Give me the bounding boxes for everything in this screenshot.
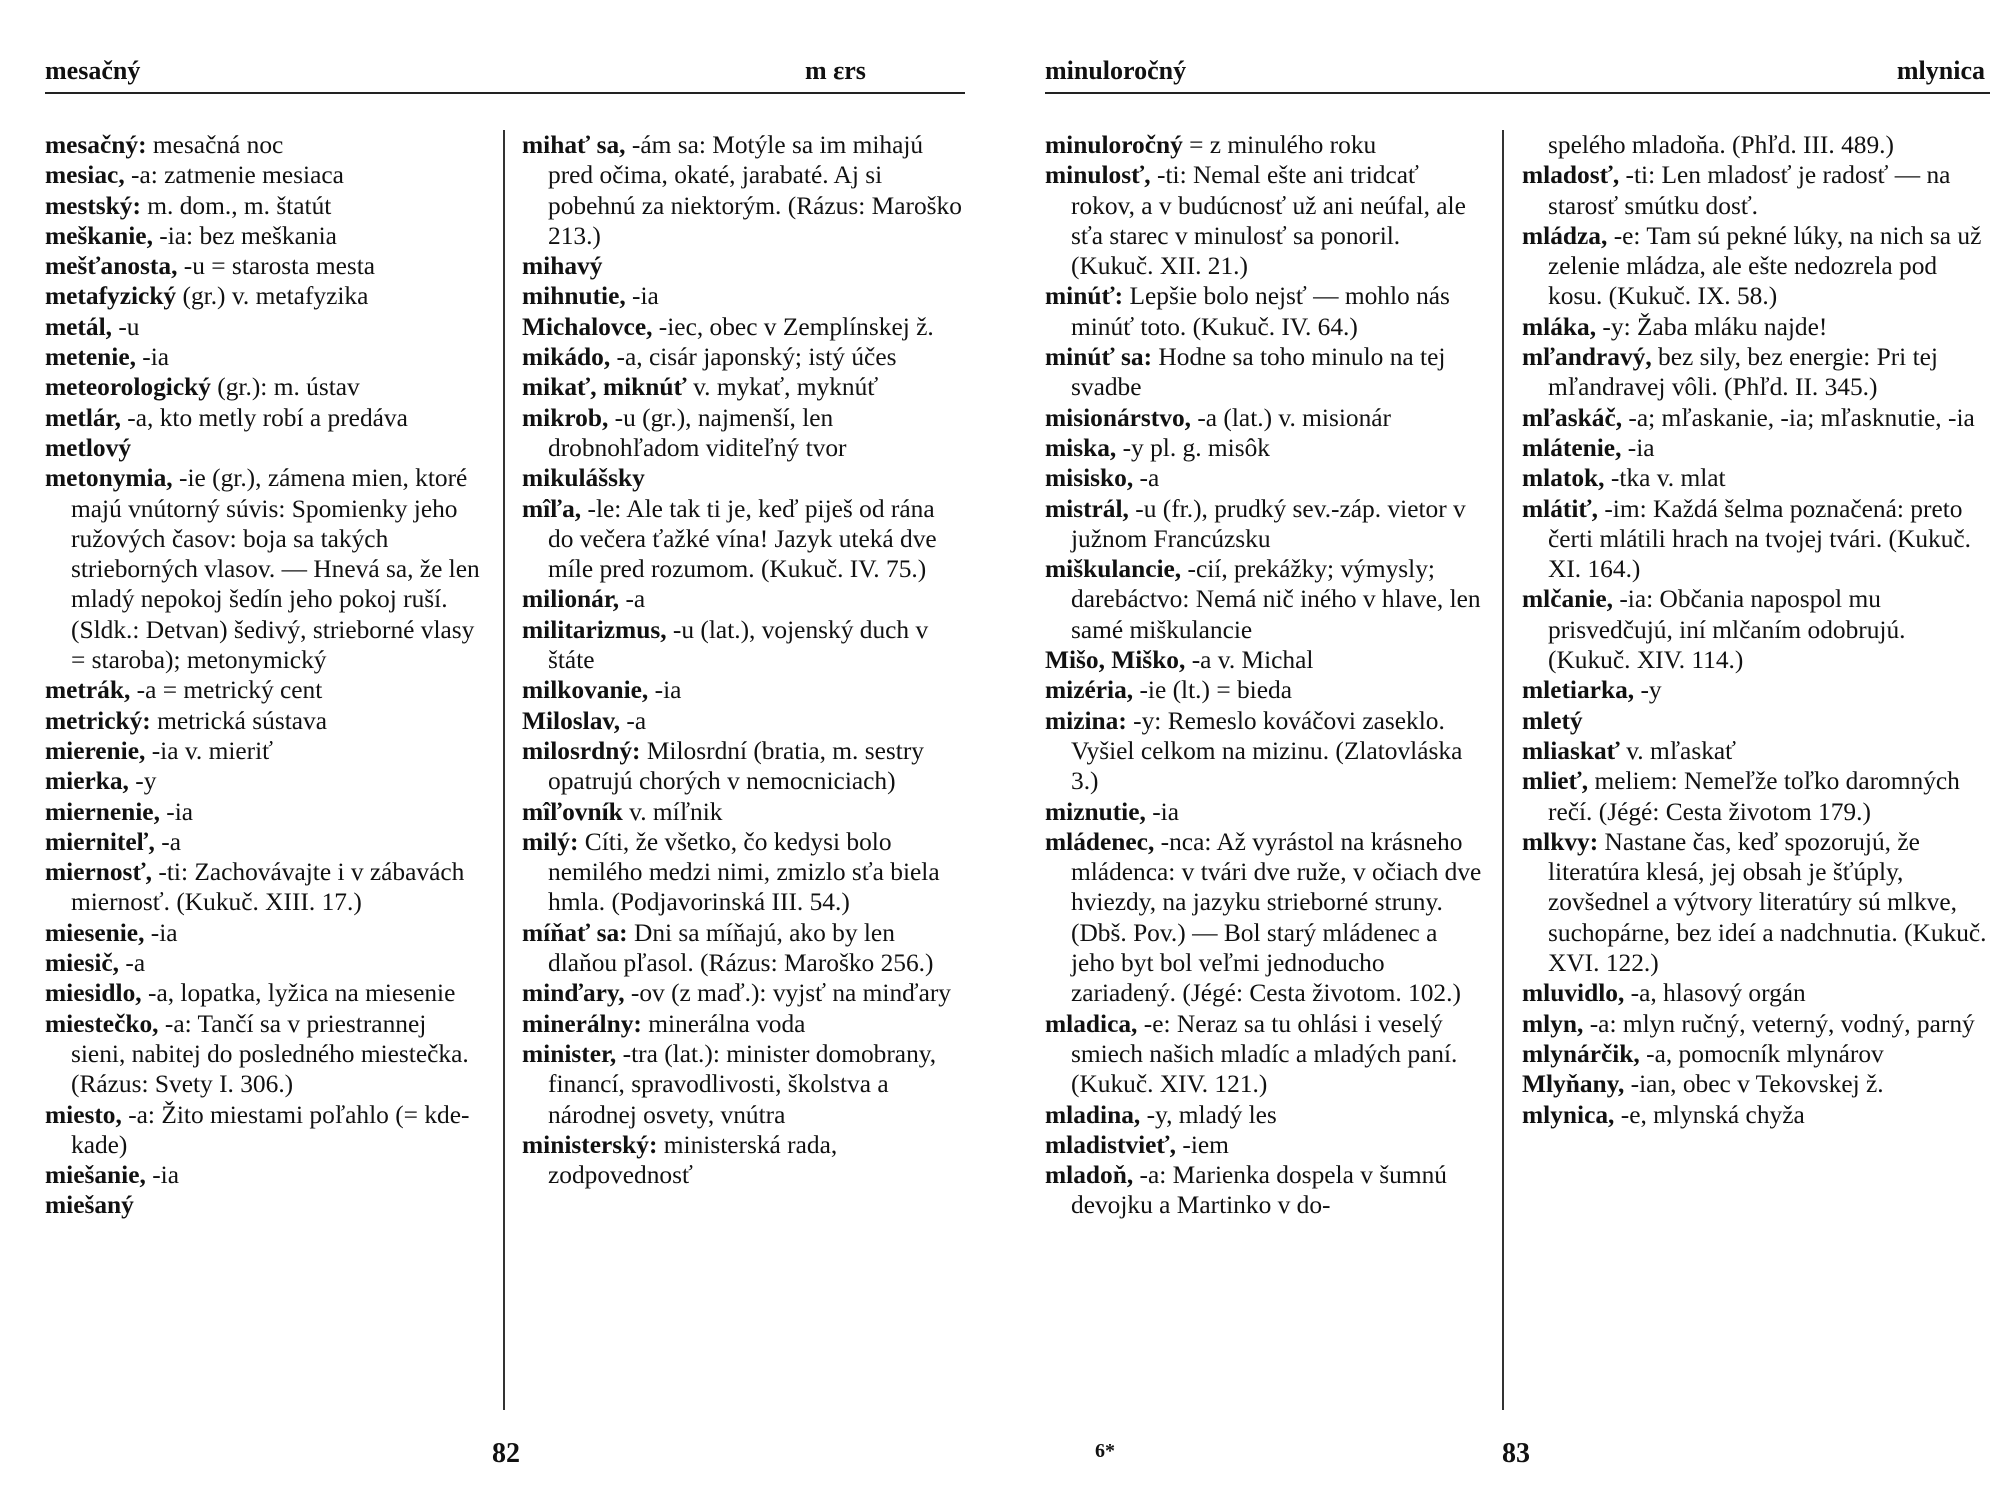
entry-definition: -tka v. mlat <box>1604 464 1726 493</box>
header-rule <box>1045 92 1990 94</box>
dictionary-entry <box>45 857 485 918</box>
dictionary-entry <box>1522 706 1987 736</box>
entry-definition: -e, mlynská chyža <box>1614 1100 1805 1129</box>
entry-definition: Cíti, že všetko, čo kedysi bolo nemilého medzi nimi, zmizlo sťa biela hmla. (Podjavorinská III. 54.) <box>548 827 940 917</box>
column-divider <box>503 130 505 1410</box>
entry-definition: -ia <box>144 918 178 947</box>
dictionary-entry <box>1045 706 1485 797</box>
entry-definition: -ia <box>135 343 170 372</box>
entry-headword: mlátenie, <box>1522 433 1622 462</box>
dictionary-entry <box>45 1009 485 1100</box>
entry-headword: metafyzický <box>45 282 177 311</box>
entry-headword: mikádo, <box>522 343 611 372</box>
entry-headword: mlatok, <box>1522 464 1605 493</box>
right-page-column-1 <box>1045 130 1485 1221</box>
dictionary-entry <box>45 281 485 311</box>
entry-definition: -u = starosta mesta <box>177 252 376 281</box>
entry-headword: metrický: <box>45 706 151 735</box>
entry-definition: -ia <box>625 282 659 311</box>
entry-definition: -a <box>119 949 146 978</box>
dictionary-entry <box>1522 160 1987 221</box>
entry-headword: miesič, <box>45 949 120 978</box>
entry-definition: -a: zatmenie mesiaca <box>124 161 344 190</box>
entry-headword: mľaskáč, <box>1522 403 1623 432</box>
dictionary-entry <box>522 706 962 736</box>
entry-definition: -u (lat.), vojenský duch v štáte <box>548 615 929 675</box>
entry-definition: = z minulého roku <box>1182 131 1377 159</box>
entry-headword: mierenie, <box>45 736 146 765</box>
entry-headword: miešanie, <box>45 1161 146 1190</box>
dictionary-entry <box>1045 645 1485 675</box>
entry-definition: m. dom., m. štatút <box>140 191 332 220</box>
dictionary-entry <box>45 342 485 372</box>
dictionary-entry <box>1522 1069 1987 1099</box>
entry-headword: miesenie, <box>45 918 145 947</box>
entry-definition: (gr.): m. ústav <box>210 373 360 402</box>
dictionary-entry <box>1045 433 1485 463</box>
column-divider <box>1502 130 1504 1410</box>
entry-definition: mesačná noc <box>146 131 284 159</box>
entry-definition: -a: Tančí sa v priestrannej sieni, nabitej do posledného miestečka. (Rázus: Svety I. 306.) <box>71 1009 469 1099</box>
dictionary-entry <box>522 403 962 464</box>
entry-definition: v. mľaskať <box>1619 736 1737 765</box>
dictionary-entry <box>45 827 485 857</box>
entry-definition: -im: Každá šelma poznačená: preto čerti mlátili hrach na tvojej tvári. (Kukuč. XI. 164.) <box>1548 494 1972 584</box>
entry-definition: -ti: Zachovávajte i v zábavách miernosť. (Kukuč. XIII. 17.) <box>71 858 465 917</box>
header-left-guide-word: minuloročný <box>1045 56 1187 85</box>
entry-headword: milkovanie, <box>522 676 649 705</box>
entry-headword: mizina: <box>1045 706 1127 735</box>
entry-headword: mikať, miknúť <box>522 373 687 402</box>
entry-definition: -iec, obec v Zemplínskej ž. <box>652 312 934 341</box>
dictionary-entry <box>1522 403 1987 433</box>
entry-headword: mlčanie, <box>1522 585 1613 614</box>
dictionary-entry <box>1045 675 1485 705</box>
entry-headword: mlynica, <box>1522 1100 1615 1129</box>
entry-definition: Nastane čas, keď spozorujú, že literatúra klesá, jej obsah je šťúply, zovšednel a výtvory literatúry sú mlkve, suchopárne, bez ideí a nadchnutia. (Kukuč. XVI. 122.) <box>1548 827 1987 978</box>
entry-definition: -a v. Michal <box>1185 646 1314 675</box>
entry-headword: miškulancie, <box>1045 555 1182 584</box>
entry-definition: -y, mladý les <box>1140 1100 1277 1129</box>
entry-headword: miesto, <box>45 1100 122 1129</box>
entry-headword: miska, <box>1045 433 1117 462</box>
entry-definition: bez sily, bez energie: Pri tej mľandravej vôli. (Phľd. II. 345.) <box>1548 343 1938 402</box>
entry-definition: -ia <box>159 797 194 826</box>
dictionary-entry <box>1522 584 1987 675</box>
entry-headword: mladosť, <box>1522 161 1620 190</box>
entry-headword: miernenie, <box>45 797 160 826</box>
dictionary-entry <box>522 1009 962 1039</box>
entry-headword: misisko, <box>1045 464 1134 493</box>
running-header <box>45 56 965 92</box>
entry-headword: minďary, <box>522 979 625 1008</box>
entry-headword: milosrdný: <box>522 736 641 765</box>
dictionary-entry <box>45 130 485 160</box>
entry-definition: -a (lat.) v. misionár <box>1191 403 1392 432</box>
dictionary-entry <box>45 251 485 281</box>
dictionary-entry <box>45 463 485 675</box>
entry-definition: -ie (lt.) = bieda <box>1133 676 1292 705</box>
dictionary-entry <box>522 281 962 311</box>
entry-definition: -a <box>619 585 646 614</box>
entry-definition: -ia: bez meškania <box>152 221 337 250</box>
right-page-column-2 <box>1522 130 1987 1130</box>
header-right-guide-word: mlynica <box>1896 56 1985 85</box>
entry-headword: metonymia, <box>45 464 173 493</box>
entry-headword: mláka, <box>1522 312 1597 341</box>
entry-headword: mikulášsky <box>522 464 645 493</box>
entry-headword: mletiarka, <box>1522 676 1635 705</box>
dictionary-entry <box>522 827 962 918</box>
entry-definition: -a: Marienka dospela v šumnú devojku a Martinko v do- <box>1071 1161 1447 1220</box>
entry-definition: -a, cisár japonský; istý účes <box>610 343 897 372</box>
entry-definition: -y pl. g. misôk <box>1116 433 1271 462</box>
dictionary-entry <box>522 1039 962 1130</box>
dictionary-entry <box>522 797 962 827</box>
entry-definition: -e: Neraz sa tu ohlási i veselý smiech našich mladíc a mladých paní. (Kukuč. XIV. 121.) <box>1071 1009 1458 1099</box>
header-rule <box>45 92 965 94</box>
entry-definition: meliem: Nemeľže toľko daromných rečí. (Jégé: Cesta životom 179.) <box>1548 767 1960 826</box>
dictionary-entry <box>1522 312 1987 342</box>
dictionary-entry <box>1045 130 1485 160</box>
entry-headword: misionárstvo, <box>1045 403 1191 432</box>
entry-headword: mlkvy: <box>1522 827 1599 856</box>
entry-headword: minúť sa: <box>1045 343 1153 372</box>
dictionary-entry <box>522 584 962 614</box>
dictionary-entry <box>522 736 962 797</box>
dictionary-entry <box>45 918 485 948</box>
right-page <box>1030 0 1996 1500</box>
dictionary-entry <box>1522 221 1987 312</box>
entry-definition: Hodne sa toho minulo na tej svadbe <box>1071 343 1446 402</box>
dictionary-entry <box>45 978 485 1008</box>
entry-definition: -a, hlasový orgán <box>1624 979 1806 1008</box>
entry-definition: -y: Remeslo kováčovi zaseklo. Vyšiel celkom na mizinu. (Zlatovláska 3.) <box>1071 706 1463 796</box>
dictionary-entry <box>522 463 962 493</box>
entry-headword: milý: <box>522 827 579 856</box>
dictionary-entry <box>1045 797 1485 827</box>
entry-headword: mesačný: <box>45 131 147 159</box>
dictionary-entry <box>45 403 485 433</box>
dictionary-entry <box>45 191 485 221</box>
entry-definition: -ov (z maď.): vyjsť na minďary <box>624 979 951 1008</box>
entry-definition: -ia v. mieriť <box>145 736 274 765</box>
entry-headword: miestečko, <box>45 1009 159 1038</box>
dictionary-entry <box>1522 1100 1987 1130</box>
entry-headword: mierka, <box>45 767 129 796</box>
dictionary-entry <box>1522 736 1987 766</box>
entry-definition: -a <box>1133 464 1160 493</box>
entry-headword: ministerský: <box>522 1130 658 1159</box>
entry-headword: meteorologický <box>45 373 211 402</box>
entry-headword: mladica, <box>1045 1009 1138 1038</box>
entry-headword: miesidlo, <box>45 979 142 1008</box>
dictionary-entry <box>45 948 485 978</box>
dictionary-entry <box>1045 1130 1485 1160</box>
dictionary-entry <box>522 342 962 372</box>
dictionary-entry <box>1522 433 1987 463</box>
dictionary-entry <box>1045 342 1485 403</box>
entry-headword: Mlyňany, <box>1522 1070 1625 1099</box>
entry-headword: Miloslav, <box>522 706 621 735</box>
entry-headword: metlový <box>45 433 132 462</box>
entry-definition: v. mykať, myknúť <box>686 373 879 402</box>
entry-definition: -nca: Až vyrástol na krásneho mládenca: v tvári dve ruže, v očiach dve hviezdy, na jazyku strieborné struny. (Dbš. Pov.) — Bol starý mládenec a jeho byt bol veľmi jednoducho zariadený. (Jégé: Cesta životom. 102.) <box>1071 827 1482 1008</box>
dictionary-entry <box>45 1160 485 1190</box>
dictionary-entry <box>522 918 962 979</box>
dictionary-entry <box>1522 827 1987 978</box>
page-number: 82 <box>492 1438 520 1469</box>
dictionary-entry <box>45 797 485 827</box>
entry-headword: minerálny: <box>522 1009 642 1038</box>
entry-definition: -ia <box>648 676 682 705</box>
dictionary-entry <box>45 160 485 190</box>
entry-definition: -a, kto metly robí a predáva <box>120 403 408 432</box>
entry-headword: militarizmus, <box>522 615 667 644</box>
entry-headword: mlátiť, <box>1522 494 1598 523</box>
dictionary-entry <box>522 978 962 1008</box>
entry-definition: -ian, obec v Tekovskej ž. <box>1624 1070 1884 1099</box>
dictionary-entry <box>45 312 485 342</box>
dictionary-entry <box>45 766 485 796</box>
entry-definition: -y <box>128 767 157 796</box>
dictionary-entry <box>1045 827 1485 1009</box>
entry-definition: Milosrdní (bratia, m. sestry opatrujú chorých v nemocniciach) <box>548 736 924 796</box>
dictionary-entry <box>522 372 962 402</box>
dictionary-entry <box>45 433 485 463</box>
dictionary-entry <box>45 372 485 402</box>
dictionary-entry <box>45 736 485 766</box>
entry-headword: miznutie, <box>1045 797 1146 826</box>
entry-definition: -y: Žaba mláku najde! <box>1596 312 1828 341</box>
entry-headword: mladina, <box>1045 1100 1141 1129</box>
entry-definition: -ia: Občania napospol mu prisvedčujú, iní mlčaním odobrujú. (Kukuč. XIV. 114.) <box>1548 585 1906 675</box>
entry-definition: -u (fr.), prudký sev.-záp. vietor v južnom Francúzsku <box>1071 494 1466 553</box>
entry-headword: mládenec, <box>1045 827 1155 856</box>
entry-headword: metrák, <box>45 676 131 705</box>
entry-headword: míňať sa: <box>522 918 628 947</box>
entry-definition: (gr.) v. metafyzika <box>176 282 369 311</box>
entry-headword: metlár, <box>45 403 121 432</box>
entry-definition: minerálna voda <box>641 1009 806 1038</box>
entry-definition: -a <box>620 706 647 735</box>
header-center-guide-word: m εrs <box>805 56 866 85</box>
entry-definition: -a, pomocník mlynárov <box>1639 1039 1884 1068</box>
header-left-guide-word: mesačný <box>45 56 141 85</box>
dictionary-entry <box>1045 281 1485 342</box>
entry-headword: mihnutie, <box>522 282 626 311</box>
dictionary-entry <box>1045 1009 1485 1100</box>
entry-headword: mesiac, <box>45 161 125 190</box>
dictionary-entry <box>1522 494 1987 585</box>
entry-definition: -u (gr.), najmenší, len drobnohľadom viditeľný tvor <box>548 403 847 462</box>
entry-headword: minúť: <box>1045 282 1124 311</box>
entry-definition: -a: mlyn ručný, veterný, vodný, parný <box>1583 1009 1975 1038</box>
dictionary-entry <box>45 675 485 705</box>
entry-definition: -iem <box>1176 1130 1229 1159</box>
entry-definition: -a: Žito miestami poľahlo (= kde-kade) <box>71 1100 470 1159</box>
dictionary-entry <box>522 615 962 676</box>
dictionary-entry <box>1045 463 1485 493</box>
entry-headword: mierniteľ, <box>45 827 155 856</box>
left-page-column-2 <box>522 130 962 1190</box>
entry-headword: Michalovce, <box>522 312 653 341</box>
entry-definition: spelého mladoňa. (Phľd. III. 489.) <box>1548 131 1894 159</box>
dictionary-entry <box>1522 675 1987 705</box>
entry-definition: -ti: Len mladosť je radosť — na starosť smútku dosť. <box>1548 161 1951 220</box>
entry-headword: mletý <box>1522 706 1583 735</box>
entry-definition: -cií, prekážky; výmysly; darebáctvo: Nemá nič iného v hlave, len samé miškulancie <box>1071 555 1481 644</box>
entry-definition: -a; mľaskanie, -ia; mľasknutie, -ia <box>1622 403 1975 432</box>
dictionary-entry <box>1522 463 1987 493</box>
dictionary-entry <box>1045 160 1485 281</box>
dictionary-entry <box>1522 766 1987 827</box>
left-page-column-1 <box>45 130 485 1221</box>
entry-headword: minuloročný <box>1045 131 1183 159</box>
dictionary-entry <box>1522 978 1987 1008</box>
dictionary-entry <box>45 1190 485 1220</box>
entry-definition: -a <box>154 827 181 856</box>
entry-headword: minulosť, <box>1045 161 1151 190</box>
entry-definition: Lepšie bolo nejsť — mohlo nás minúť toto. (Kukuč. IV. 64.) <box>1071 282 1450 341</box>
dictionary-entry <box>1522 130 1987 160</box>
dictionary-entry <box>522 494 962 585</box>
dictionary-entry <box>522 312 962 342</box>
running-header <box>1045 56 1985 92</box>
dictionary-entry <box>1045 554 1485 645</box>
entry-definition: -ia <box>1621 433 1655 462</box>
entry-headword: mlyn, <box>1522 1009 1584 1038</box>
entry-definition: -u <box>111 312 140 341</box>
entry-headword: mluvidlo, <box>1522 979 1625 1008</box>
entry-headword: mešťanosta, <box>45 252 178 281</box>
entry-headword: miešaný <box>45 1191 134 1220</box>
entry-definition: ministerská rada, zodpovednosť <box>548 1130 838 1190</box>
dictionary-entry <box>1522 342 1987 403</box>
entry-headword: mladoň, <box>1045 1161 1134 1190</box>
entry-headword: mihavý <box>522 252 603 281</box>
entry-headword: mîľa, <box>522 494 582 523</box>
dictionary-entry <box>1045 1100 1485 1130</box>
entry-definition: -e: Tam sú pekné lúky, na nich sa už zelenie mládza, ale ešte nedozrela pod kosu. (Kukuč. IX. 58.) <box>1548 221 1982 311</box>
dictionary-entry <box>1045 494 1485 555</box>
entry-definition: -ie (gr.), zámena mien, ktoré majú vnútorný súvis: Spomienky jeho ružových časov: boja sa takých strieborných vlasov. — Hnevá sa, že len mladý nepokoj šedín jeho pokoj ruší. (Sldk.: Detvan) šedivý, strieborné vlasy = staroba); metonymický <box>71 464 480 675</box>
entry-definition: -ia <box>1145 797 1179 826</box>
entry-definition: Dni sa míňajú, ako by len dlaňou pľasol. (Rázus: Maroško 256.) <box>548 918 934 978</box>
dictionary-entry <box>522 675 962 705</box>
entry-definition: v. míľnik <box>622 797 723 826</box>
entry-definition: -y <box>1634 676 1662 705</box>
dictionary-entry <box>522 1130 962 1191</box>
entry-headword: mîľovník <box>522 797 623 826</box>
entry-headword: mlynárčik, <box>1522 1039 1640 1068</box>
dictionary-entry <box>1045 403 1485 433</box>
entry-definition: metrická sústava <box>150 706 328 735</box>
entry-headword: mliaskať <box>1522 736 1620 765</box>
dictionary-entry <box>1522 1009 1987 1039</box>
entry-headword: mestský: <box>45 191 141 220</box>
entry-headword: mihať sa, <box>522 131 626 159</box>
entry-definition: -ti: Nemal ešte ani tridcať rokov, a v budúcnosť už ani neúfal, ale sťa starec v minulosť sa ponoril. (Kukuč. XII. 21.) <box>1071 161 1466 281</box>
dictionary-entry <box>522 130 962 251</box>
entry-headword: mizéria, <box>1045 676 1134 705</box>
entry-headword: mladistvieť, <box>1045 1130 1177 1159</box>
dictionary-entry <box>45 706 485 736</box>
entry-headword: mľandravý, <box>1522 343 1652 372</box>
entry-headword: miernosť, <box>45 858 153 887</box>
entry-headword: metenie, <box>45 343 136 372</box>
entry-definition: -tra (lat.): minister domobrany, financí, spravodlivosti, školstva a národnej osvety, vnútra <box>548 1039 937 1129</box>
entry-definition: -ia <box>145 1161 179 1190</box>
entry-headword: meškanie, <box>45 221 153 250</box>
entry-headword: minister, <box>522 1039 617 1068</box>
entry-headword: mistrál, <box>1045 494 1129 523</box>
entry-headword: mikrob, <box>522 403 609 432</box>
printer-signature: 6* <box>1095 1440 1115 1462</box>
dictionary-entry <box>1045 1160 1485 1221</box>
entry-definition: -a = metrický cent <box>130 676 323 705</box>
entry-headword: metál, <box>45 312 112 341</box>
dictionary-entry <box>522 251 962 281</box>
page-number: 83 <box>1502 1438 1530 1469</box>
entry-definition: -le: Ale tak ti je, keď piješ od rána do večera ťažké vína! Jazyk uteká dve míle pred rozumom. (Kukuč. IV. 75.) <box>548 494 937 584</box>
entry-headword: Mišo, Miško, <box>1045 646 1186 675</box>
entry-headword: mlieť, <box>1522 767 1589 796</box>
entry-definition: -ám sa: Motýle sa im mihajú pred očima, okaté, jarabaté. Aj si pobehnú za niektorým. (Rázus: Maroško 213.) <box>548 131 962 250</box>
dictionary-entry <box>1522 1039 1987 1069</box>
entry-headword: milionár, <box>522 585 620 614</box>
dictionary-entry <box>45 221 485 251</box>
entry-definition: -a, lopatka, lyžica na miesenie <box>141 979 456 1008</box>
dictionary-entry <box>45 1100 485 1161</box>
entry-headword: mládza, <box>1522 221 1608 250</box>
